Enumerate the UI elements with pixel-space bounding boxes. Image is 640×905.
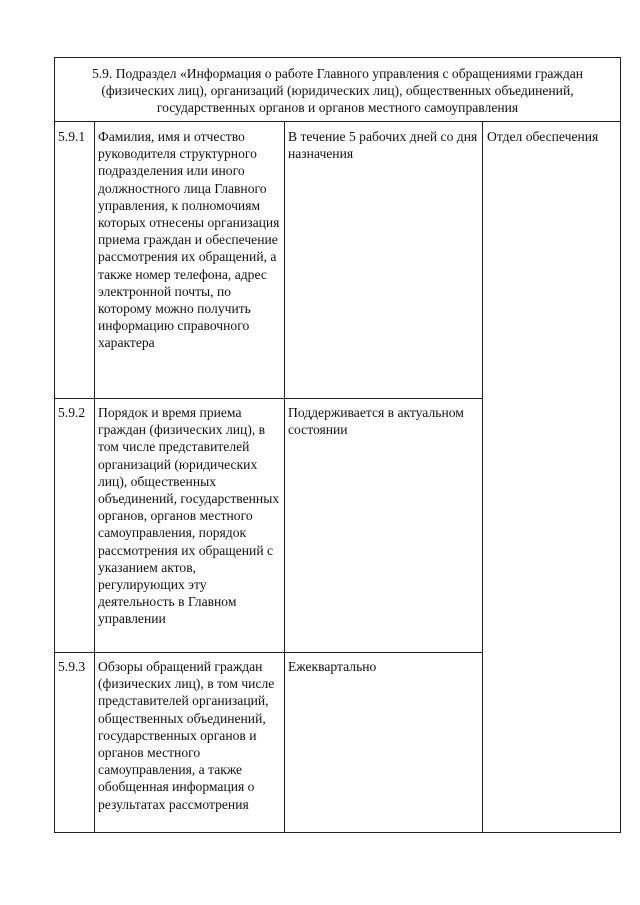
- responsible-unit: Отдел обеспечения: [487, 129, 599, 144]
- row-term: В течение 5 рабочих дней со дня назначения: [288, 129, 478, 162]
- row-number: 5.9.1: [58, 129, 86, 144]
- row-name: Порядок и время приема граждан (физических лиц), в том числе представителей организаций (юридических лиц), общественных объединений, государственных органов, органов местного самоуправления, порядок рассмотрения их обращений с указанием актов, регулирующих эту деятельность в Главном управлении: [98, 405, 280, 627]
- column-divider: [482, 122, 483, 832]
- row-number: 5.9.2: [58, 405, 86, 420]
- row-name: Обзоры обращений граждан (физических лиц), в том числе представителей организаций, общественных объединений, государственных органов и органов местного самоуправления, а также обобщенная информация о результатах рассмотрения: [98, 659, 275, 812]
- row-term: Ежеквартально: [288, 659, 377, 674]
- row-term: Поддерживается в актуальном состоянии: [288, 405, 464, 438]
- section-title: 5.9. Подраздел «Информация о работе Главного управления с обращениями граждан (физических лиц), организаций (юридических лиц), общественных объединений, государственных органов и органов местного самоуправления: [55, 58, 620, 122]
- document-table: [54, 57, 621, 833]
- row-number: 5.9.3: [58, 659, 86, 674]
- row-name: Фамилия, имя и отчество руководителя структурного подразделения или иного должностного лица Главного управления, к полномочиям которых отнесены организация приема граждан и обеспечение рассмотрения их обращений, а также номер телефона, адрес электронной почты, по которому можно получить информацию справочного характера: [98, 129, 280, 351]
- column-divider: [284, 122, 285, 832]
